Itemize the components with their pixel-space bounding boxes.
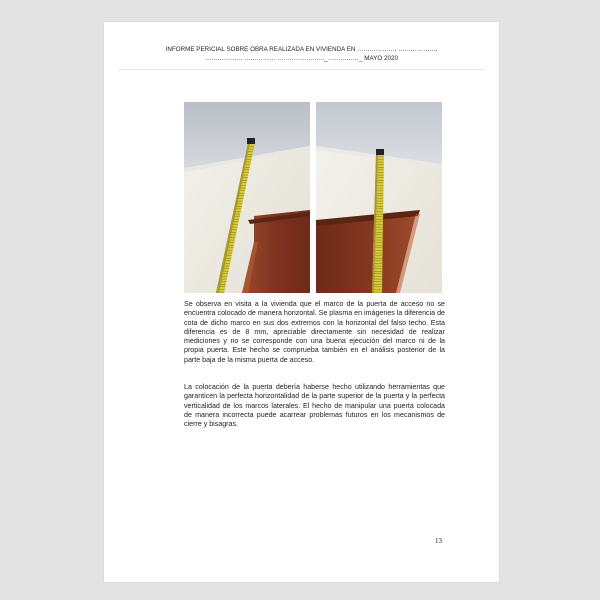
document-page [104,22,499,582]
paragraph-recommendation: La colocación de la puerta debería haberse hecho utilizando herramientas que garanticen la perfecta horizontalidad de la parte superior de la puerta y la perfecta verticalidad de los marcos laterales. El hecho de manipular una puerta colocada de manera incorrecta puede acarrear problemas futuros en los mecanismos de cierre y bisagras. [184,383,445,429]
paragraph-observation: Se observa en visita a la vivienda que el marco de la puerta de acceso no se encuentra colocado de manera horizontal. Se plasma en imágenes la diferencia de cota de dicho marco en sus dos extremos con la horizontal del falso techo. Esta diferencia es de 8 mm, apreciable directamente sin necesidad de realizar mediciones y no se corresponde con una buena ejecución del marco ni de la propia puerta. Este hecho se comprueba también en el análisis posterior de la parte baja de la misma puerta de acceso. [184,300,445,364]
photo-tape-measure-right [316,102,442,293]
header-title: INFORME PERICIAL SOBRE OBRA REALIZADA EN VIVIENDA EN ………………. ………………, [165,46,438,53]
page-number: 13 [435,537,442,545]
photo-tape-measure-left [184,102,310,293]
page-header [104,45,499,63]
header-subtitle: ……………… …………… ………………….._……………_ MAYO 2020 [205,55,398,62]
header-divider [118,69,485,70]
